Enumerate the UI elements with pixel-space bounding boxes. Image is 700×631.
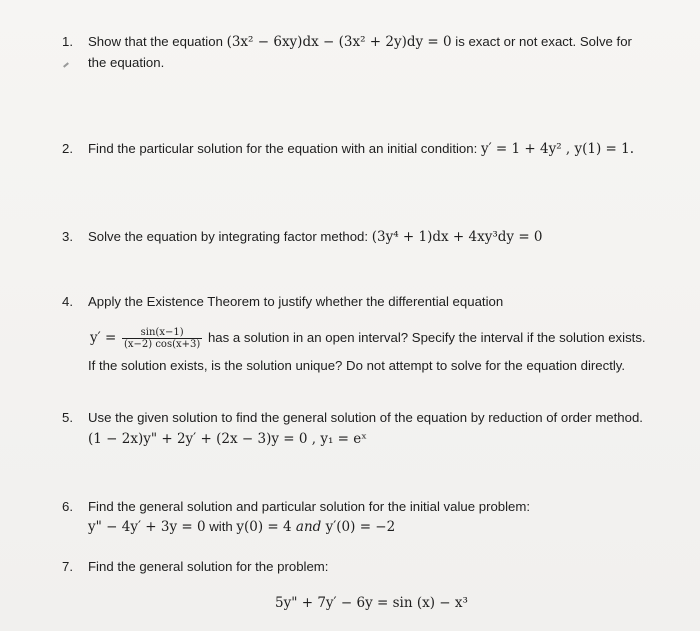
question-number: 4. bbox=[62, 294, 73, 309]
question-number: 5. bbox=[62, 410, 73, 425]
equation: y′ = 1 + 4y² , y(1) = 1. bbox=[480, 141, 635, 157]
question-text-equation-line: y′ = $\frac{\sin(x-1)}{(x-2) \cos(x+3)}$ has a solution in an open interval? Specify the interval if the solution exists. bbox=[90, 327, 646, 351]
initial-value-problem: y" − 4y′ + 3y = 0 with y(0) = 4 and y′(0) = −2 bbox=[88, 519, 396, 535]
fraction bbox=[122, 327, 202, 350]
question-text: Show that the equation (3x² − 6xy)dx − (3x² + 2y)dy = 0 is exact or not exact. Solve for bbox=[88, 34, 632, 50]
initial-condition: y′(0) = −2 bbox=[325, 519, 396, 535]
fraction-denominator: (x−2) cos(x+3) bbox=[123, 339, 201, 351]
question-text-continued: the equation. bbox=[88, 55, 165, 70]
question-number: 2. bbox=[62, 141, 73, 156]
question-number: 7. bbox=[62, 559, 73, 574]
question-text: Find the general solution for the problem: bbox=[88, 559, 329, 574]
question-text: Use the given solution to find the general solution of the equation by reduction of order method. bbox=[88, 410, 643, 425]
question-text: Solve the equation by integrating factor method: (3y⁴ + 1)dx + 4xy³dy = 0 bbox=[88, 229, 543, 245]
question-text-continued: If the solution exists, is the solution unique? Do not attempt to solve for the equation directly. bbox=[88, 358, 626, 373]
equation: y" − 4y′ + 3y = 0 bbox=[88, 519, 206, 535]
equation: (3x² − 6xy)dx − (3x² + 2y)dy = 0 bbox=[226, 34, 452, 50]
equation: 5y" + 7y′ − 6y = sin (x) − x³ bbox=[275, 595, 468, 611]
question-number: 6. bbox=[62, 499, 73, 514]
equation-lhs: y′ = bbox=[90, 330, 117, 346]
pen-mark bbox=[63, 62, 69, 67]
equation: (3y⁴ + 1)dx + 4xy³dy = 0 bbox=[371, 229, 543, 245]
fraction-numerator: sin(x−1) bbox=[122, 327, 202, 339]
equation: (1 − 2x)y" + 2y′ + (2x − 3)y = 0 , y₁ = eˣ bbox=[88, 431, 367, 447]
question-number: 3. bbox=[62, 229, 73, 244]
question-text: Find the general solution and particular solution for the initial value problem: bbox=[88, 499, 531, 514]
question-text: Apply the Existence Theorem to justify whether the differential equation bbox=[88, 294, 504, 309]
initial-condition: y(0) = 4 bbox=[236, 519, 292, 535]
question-text: Find the particular solution for the equation with an initial condition: y′ = 1 + 4y² , y(1) = 1. bbox=[88, 141, 635, 157]
question-number: 1. bbox=[62, 34, 73, 49]
